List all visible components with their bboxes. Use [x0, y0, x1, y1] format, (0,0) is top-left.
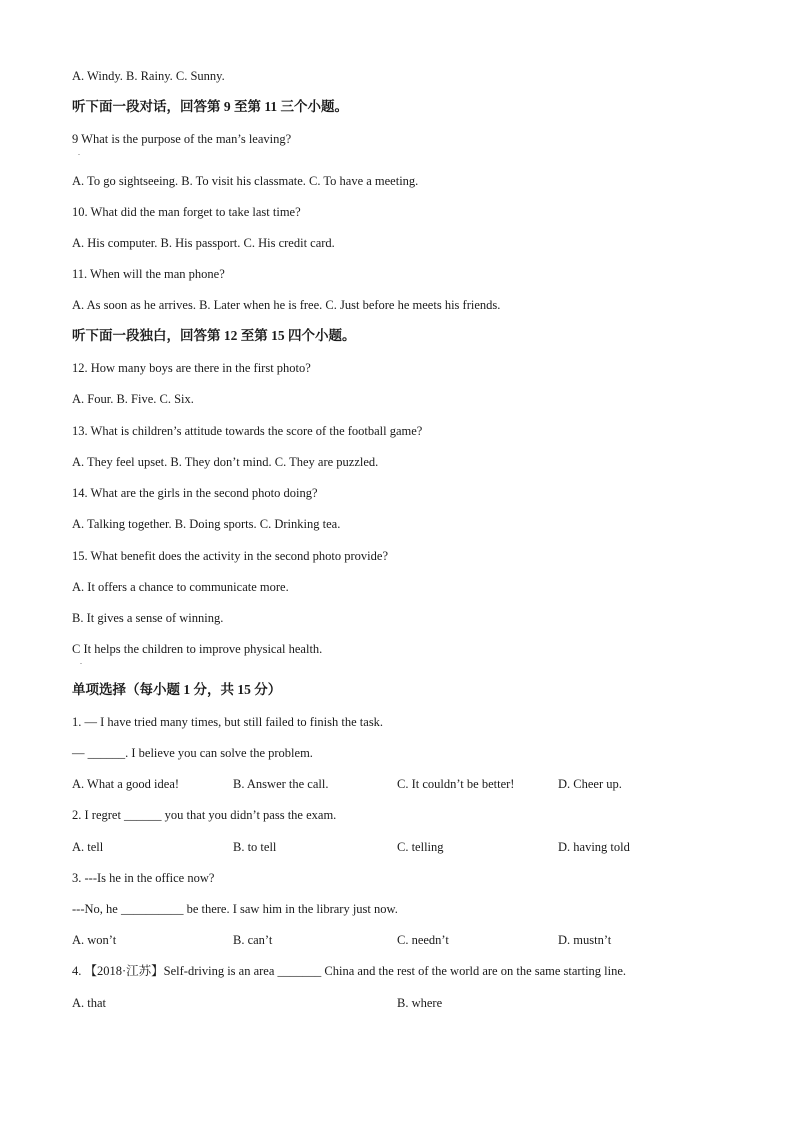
stray-dot: . — [78, 148, 80, 157]
section-heading-monologue: 听下面一段独白，回答第 12 至第 15 四个小题。 — [72, 328, 356, 343]
q8-options: A. Windy. B. Rainy. C. Sunny. — [72, 69, 225, 83]
stray-dot: . — [80, 657, 82, 666]
q12-question: 12. How many boys are there in the first photo? — [72, 361, 311, 375]
mc4-option-a: A. that — [72, 996, 107, 1010]
mc3-option-c: C. needn’t — [397, 933, 449, 947]
mc2-prompt: 2. I regret ______ you that you didn’t pass the exam. — [72, 808, 337, 822]
mc3-option-a: A. won’t — [72, 933, 117, 947]
q12-options: A. Four. B. Five. C. Six. — [72, 392, 194, 406]
section-heading-single-choice: 单项选择（每小题 1 分，共 15 分） — [72, 682, 282, 697]
q14-options: A. Talking together. B. Doing sports. C. Drinking tea. — [72, 517, 341, 531]
q11-options: A. As soon as he arrives. B. Later when he is free. C. Just before he meets his friends. — [72, 298, 501, 312]
mc1-reply: — ______. I believe you can solve the problem. — [72, 746, 313, 760]
q10-options: A. His computer. B. His passport. C. His credit card. — [72, 236, 335, 250]
mc3-option-b: B. can’t — [233, 933, 273, 947]
mc4-prompt: 4. 【2018·江苏】Self-driving is an area _______ China and the rest of the world are on the same starting line. — [72, 964, 627, 978]
section-heading-dialogue: 听下面一段对话，回答第 9 至第 11 三个小题。 — [72, 99, 349, 114]
mc1-option-d: D. Cheer up. — [558, 777, 622, 791]
q15-option-c: C It helps the children to improve physical health. — [72, 642, 323, 656]
q14-question: 14. What are the girls in the second photo doing? — [72, 486, 318, 500]
mc3-reply: ---No, he __________ be there. I saw him in the library just now. — [72, 902, 398, 916]
mc3-prompt: 3. ---Is he in the office now? — [72, 871, 215, 885]
mc1-option-a: A. What a good idea! — [72, 777, 180, 791]
mc2-option-d: D. having told — [558, 840, 630, 854]
q15-option-b: B. It gives a sense of winning. — [72, 611, 224, 625]
q10-question: 10. What did the man forget to take last time? — [72, 205, 301, 219]
mc1-option-b: B. Answer the call. — [233, 777, 329, 791]
q13-options: A. They feel upset. B. They don’t mind. C. They are puzzled. — [72, 455, 379, 469]
q9-options: A. To go sightseeing. B. To visit his classmate. C. To have a meeting. — [72, 174, 419, 188]
mc1-option-c: C. It couldn’t be better! — [397, 777, 515, 791]
mc2-option-a: A. tell — [72, 840, 104, 854]
mc1-prompt: 1. — I have tried many times, but still failed to finish the task. — [72, 715, 384, 729]
q15-question: 15. What benefit does the activity in the second photo provide? — [72, 549, 389, 563]
q9-question: 9 What is the purpose of the man’s leaving? — [72, 132, 292, 146]
q13-question: 13. What is children’s attitude towards the score of the football game? — [72, 424, 423, 438]
mc2-option-b: B. to tell — [233, 840, 277, 854]
q11-question: 11. When will the man phone? — [72, 267, 225, 281]
mc4-option-b: B. where — [397, 996, 443, 1010]
mc2-option-c: C. telling — [397, 840, 444, 854]
q15-option-a: A. It offers a chance to communicate more. — [72, 580, 289, 594]
mc3-option-d: D. mustn’t — [558, 933, 612, 947]
